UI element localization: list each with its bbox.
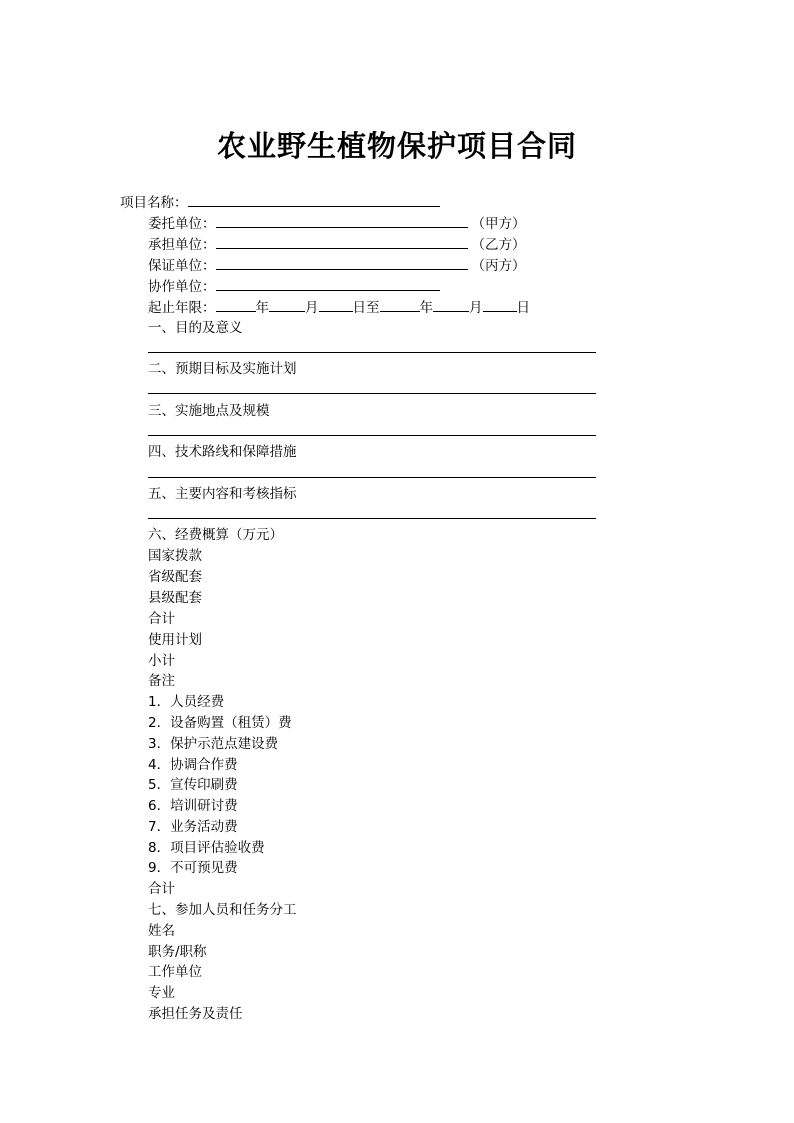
end-year-unit: 年 <box>419 300 433 316</box>
end-month-blank[interactable] <box>433 297 469 312</box>
budget-item: 3．保护示范点建设费 <box>148 736 279 752</box>
commissioner-row <box>148 213 526 233</box>
end-day-unit: 日 <box>516 300 530 316</box>
undertaker-label: 承担单位： <box>148 237 216 253</box>
document-title: 农业野生植物保护项目合同 <box>216 129 577 163</box>
commissioner-label: 委托单位： <box>148 216 216 232</box>
start-year-unit: 年 <box>255 300 269 316</box>
section-4-heading: 四、技术路线和保障措施 <box>148 444 297 460</box>
budget-item: 6．培训研讨费 <box>148 798 238 814</box>
end-year-blank[interactable] <box>380 297 420 312</box>
personnel-item: 职务/职称 <box>148 944 207 960</box>
budget-item: 合计 <box>148 611 175 627</box>
section-7-heading: 七、参加人员和任务分工 <box>148 902 297 918</box>
guarantor-note: （丙方） <box>471 258 526 274</box>
budget-item: 8．项目评估验收费 <box>148 840 265 856</box>
undertaker-row <box>148 234 526 254</box>
section-5-answer-line[interactable] <box>148 518 596 519</box>
budget-item: 省级配套 <box>148 569 202 585</box>
section-3-answer-line[interactable] <box>148 435 596 436</box>
section-2-heading: 二、预期目标及实施计划 <box>148 361 297 377</box>
budget-item: 备注 <box>148 673 175 689</box>
end-month-unit: 月 <box>469 300 483 316</box>
section-2-answer-line[interactable] <box>148 393 596 394</box>
personnel-item: 工作单位 <box>148 964 202 980</box>
period-label: 起止年限： <box>148 300 216 316</box>
commissioner-blank[interactable] <box>216 213 468 228</box>
section-1-answer-line[interactable] <box>148 352 596 353</box>
section-3-heading: 三、实施地点及规模 <box>148 403 270 419</box>
section-5-heading: 五、主要内容和考核指标 <box>148 486 297 502</box>
section-4-answer-line[interactable] <box>148 477 596 478</box>
budget-item: 2．设备购置（租赁）费 <box>148 715 292 731</box>
personnel-item: 姓名 <box>148 923 175 939</box>
budget-item: 使用计划 <box>148 632 202 648</box>
end-day-blank[interactable] <box>483 297 517 312</box>
undertaker-blank[interactable] <box>216 234 468 249</box>
period-row <box>148 297 530 317</box>
section-6-heading: 六、经费概算（万元） <box>148 527 283 543</box>
personnel-item: 承担任务及责任 <box>148 1006 243 1022</box>
project-name-label: 项目名称： <box>120 195 188 211</box>
budget-item: 县级配套 <box>148 590 202 606</box>
budget-item: 7．业务活动费 <box>148 819 238 835</box>
project-name-blank[interactable] <box>188 192 440 207</box>
cooperator-blank[interactable] <box>216 276 440 291</box>
budget-item: 4．协调合作费 <box>148 757 238 773</box>
start-day-unit: 日至 <box>352 300 380 316</box>
guarantor-label: 保证单位： <box>148 258 216 274</box>
commissioner-note: （甲方） <box>471 216 526 232</box>
budget-item: 5．宣传印刷费 <box>148 777 238 793</box>
start-year-blank[interactable] <box>216 297 256 312</box>
section-1-heading: 一、目的及意义 <box>148 320 243 336</box>
budget-item: 小计 <box>148 653 175 669</box>
guarantor-blank[interactable] <box>216 255 468 270</box>
budget-item: 1．人员经费 <box>148 694 225 710</box>
cooperator-row <box>148 276 440 296</box>
budget-item: 9．不可预见费 <box>148 860 238 876</box>
start-day-blank[interactable] <box>319 297 353 312</box>
cooperator-label: 协作单位： <box>148 279 216 295</box>
undertaker-note: （乙方） <box>471 237 526 253</box>
project-name-row <box>120 192 440 212</box>
personnel-item: 专业 <box>148 985 175 1001</box>
start-month-unit: 月 <box>305 300 319 316</box>
budget-item: 国家拨款 <box>148 548 202 564</box>
start-month-blank[interactable] <box>269 297 305 312</box>
budget-item: 合计 <box>148 881 175 897</box>
guarantor-row <box>148 255 526 275</box>
